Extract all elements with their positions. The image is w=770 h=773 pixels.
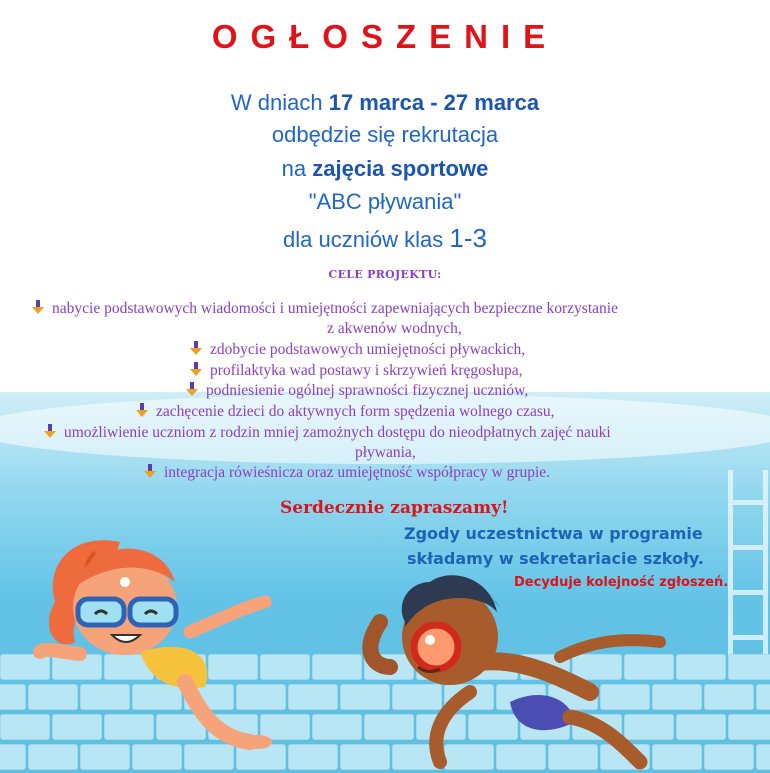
- bullet-arrow-icon: [32, 300, 44, 314]
- goal-text: integracja rówieśnicza oraz umiejętność współpracy w grupie.: [164, 464, 551, 481]
- bullet-arrow-icon: [190, 362, 202, 376]
- bullet-arrow-icon: [44, 424, 56, 438]
- goal-item: [32, 300, 618, 318]
- goal-text: podniesienie ogólnej sprawności fizycznej uczniów,: [206, 382, 529, 399]
- bullet-arrow-icon: [144, 464, 156, 478]
- goal-text: umożliwienie uczniom z rodzin mniej zamożnych dostępu do nieodpłatnych zajęć nauki: [64, 424, 611, 441]
- bullet-arrow-icon: [190, 341, 202, 355]
- goal-text: profilaktyka wad postawy i skrzywień kręgosłupa,: [210, 362, 523, 379]
- goal-text: nabycie podstawowych wiadomości i umiejętności zapewniających bezpieczne korzystanie: [52, 300, 618, 317]
- goal-text: zdobycie podstawowych umiejętności pływackich,: [210, 341, 526, 358]
- goal-item-continuation: z akwenów wodnych,: [327, 320, 462, 337]
- boy-swimmer: [370, 575, 660, 762]
- consent-text-line1: Zgody uczestnictwa w programie: [404, 524, 703, 543]
- goal-item: [186, 382, 528, 400]
- grades-range: 1-3: [449, 223, 487, 253]
- goal-item: [44, 424, 611, 442]
- invitation-text: Serdecznie zapraszamy!: [280, 498, 509, 518]
- goal-item: [190, 362, 523, 380]
- bullet-arrow-icon: [136, 403, 148, 417]
- classes-prefix: na: [281, 156, 313, 181]
- announcement-program-name: "ABC pływania": [308, 189, 462, 214]
- goal-item: [144, 464, 550, 482]
- goal-item: [190, 341, 525, 359]
- goals-heading: CELE PROJEKTU:: [328, 268, 442, 281]
- girl-swimmer: [40, 540, 272, 749]
- dates-prefix: W dniach: [230, 90, 329, 115]
- classes-type: zajęcia sportowe: [312, 156, 489, 181]
- order-note: Decyduje kolejność zgłoszeń.: [514, 575, 729, 590]
- announcement-recruitment: odbędzie się rekrutacja: [271, 122, 499, 147]
- page-title: OGŁOSZENIE: [211, 18, 559, 55]
- grades-prefix: dla uczniów klas: [283, 227, 450, 252]
- goal-item-continuation: pływania,: [355, 444, 416, 461]
- goal-text: zachęcenie dzieci do aktywnych form spędzenia wolnego czasu,: [156, 403, 555, 420]
- goal-item: [136, 403, 555, 421]
- dates-range: 17 marca - 27 marca: [328, 90, 540, 115]
- consent-text-line2: składamy w sekretariacie szkoły.: [407, 549, 704, 568]
- announcement-grades: [0, 223, 770, 254]
- announcement-dates: [0, 90, 770, 116]
- announcement-classes: [0, 156, 770, 182]
- bullet-arrow-icon: [186, 382, 198, 396]
